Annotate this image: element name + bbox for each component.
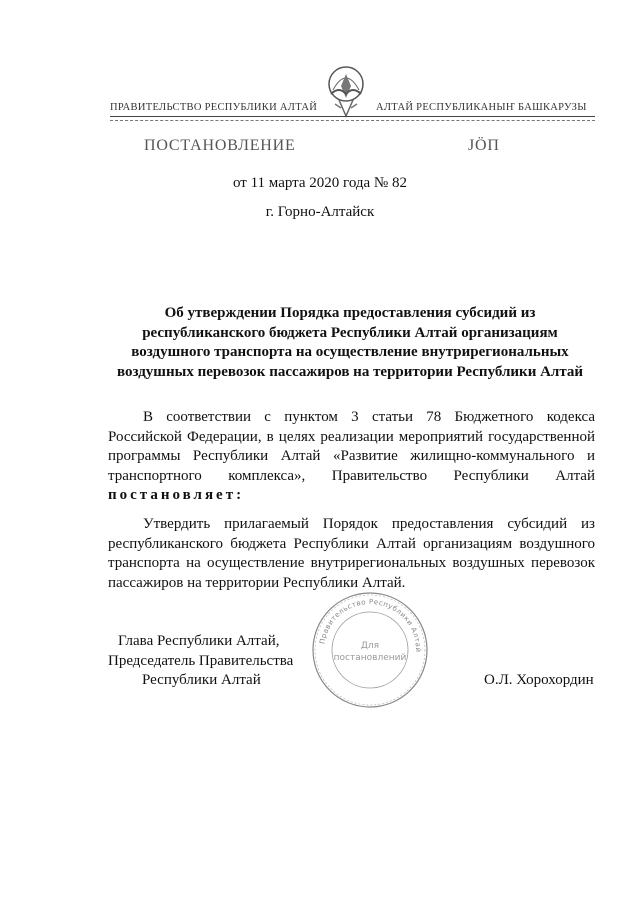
- document-title: [105, 304, 595, 382]
- stamp-ring-text: Правительство Республики Алтай: [318, 597, 423, 653]
- header-divider: [110, 116, 595, 117]
- paragraph-line: Утвердить прилагаемый Порядок предоставления субсидий из: [143, 516, 595, 532]
- header-divider-dashed: [110, 120, 595, 121]
- preamble-paragraph: [108, 408, 595, 506]
- title-line: республиканского бюджета Республики Алтай организациям: [142, 324, 558, 341]
- signatory-name: О.Л. Хорохордин: [484, 672, 594, 688]
- stamp-center-line: Для: [360, 641, 380, 651]
- paragraph-line: В соответствии с пунктом 3 статьи 78 Бюджетного кодекса: [143, 409, 595, 425]
- signatory-title-line: Республики Алтай: [142, 672, 261, 688]
- title-line: воздушных перевозок пассажиров на территории Республики Алтай: [116, 363, 584, 380]
- paragraph-line: программы Республики Алтай «Развитие жилищно-коммунального и: [108, 448, 595, 464]
- paragraph-line: республиканского бюджета Республики Алтай организациям воздушного: [108, 535, 595, 552]
- emblem-icon: [323, 64, 369, 120]
- official-stamp: [310, 590, 430, 710]
- signatory-title-line: Глава Республики Алтай,: [118, 633, 280, 649]
- title-line: Об утверждении Порядка предоставления субсидий из: [164, 305, 536, 321]
- stamp-center-line: постановлений: [333, 653, 407, 663]
- document-city: г. Горно-Алтайск: [265, 204, 375, 220]
- resolution-paragraph: [108, 515, 595, 593]
- paragraph-line: транспортного комплекса», Правительство Республики Алтай: [108, 467, 595, 484]
- document-type: ПОСТАНОВЛЕНИЕ: [144, 137, 296, 154]
- decree-word: постановляет:: [108, 487, 245, 503]
- paragraph-line: Российской Федерации, в целях реализации мероприятий государственной: [108, 428, 595, 445]
- paragraph-line: пассажиров на территории Республики Алтай.: [108, 574, 406, 591]
- signatory-title-line: Председатель Правительства: [108, 653, 294, 669]
- header-right-title: АЛТАЙ РЕСПУБЛИКАНЫҤ БАШКАРУЗЫ: [376, 102, 587, 113]
- title-line: воздушного транспорта на осуществление внутрирегиональных: [131, 344, 569, 360]
- document-type-altai: ЈӦП: [468, 137, 500, 154]
- paragraph-line: транспорта на осуществление внутрирегиональных воздушных перевозок: [108, 555, 595, 571]
- header-left-title: ПРАВИТЕЛЬСТВО РЕСПУБЛИКИ АЛТАЙ: [110, 102, 318, 113]
- document-date-number: от 11 марта 2020 года № 82: [233, 175, 407, 191]
